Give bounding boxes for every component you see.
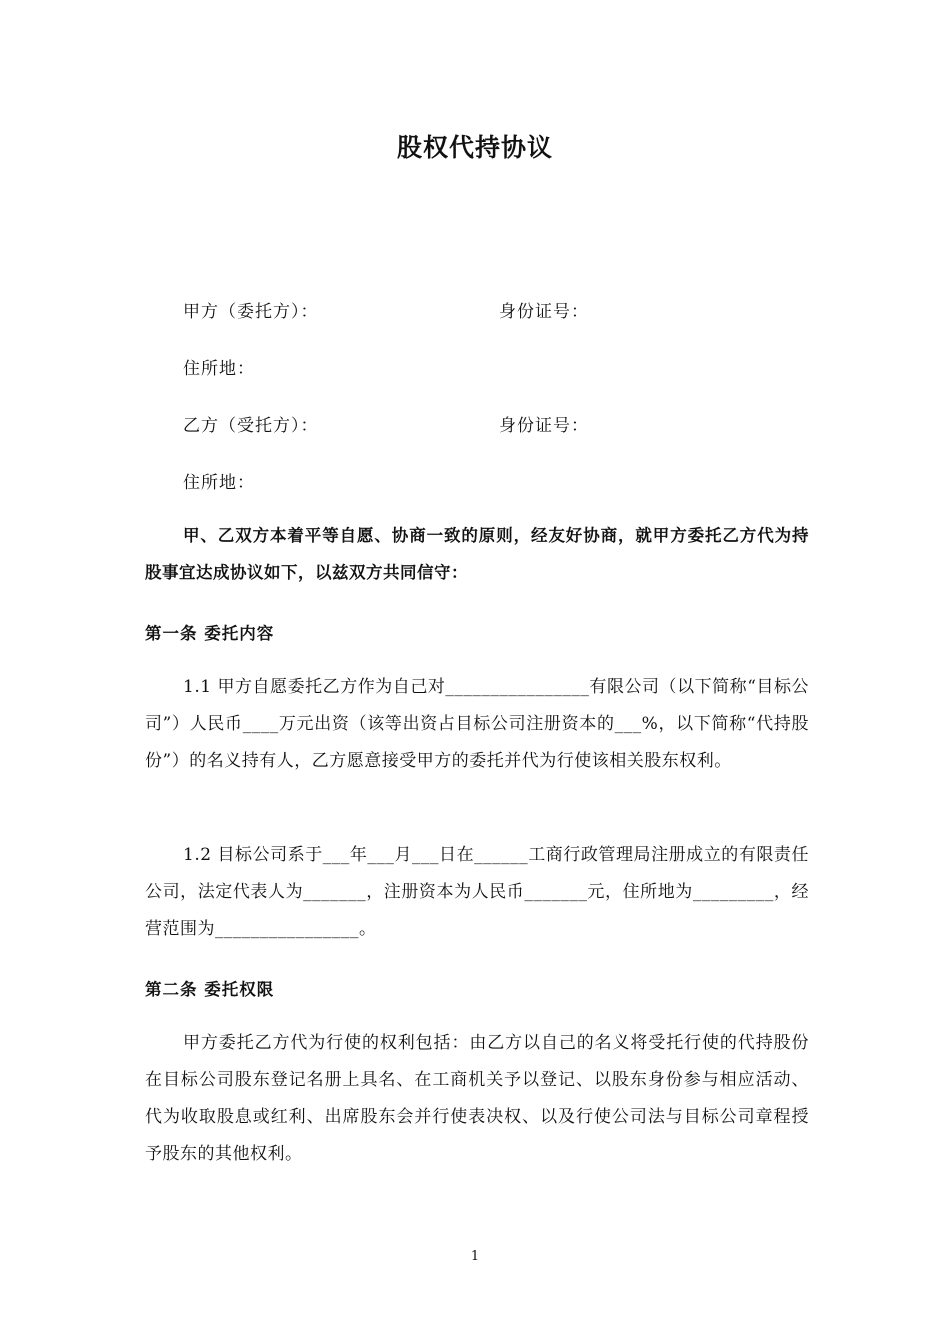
clause-1-1-part1: 1.1 甲方自愿委托乙方作为自己对 bbox=[183, 677, 446, 697]
article-2-heading: 第二条 委托权限 bbox=[145, 980, 275, 999]
clause-1-1-part3: 万元出资（该等出资占目标公司注册资本的 bbox=[278, 714, 615, 734]
page-number: 1 bbox=[470, 1249, 480, 1264]
company-name-blank: ________________ bbox=[445, 677, 590, 697]
article-2-text: 甲方委托乙方代为行使的权利包括：由乙方以自己的名义将受托行使的代持股份在目标公司股东登记名册上具名、在工商机关予以登记、以股东身份参与相应活动、代为收取股息或红利、出席股东会并行使表决权、以及行使公司法与目标公司章程授予股东的其他权利。 bbox=[145, 1033, 809, 1164]
party-a-row bbox=[183, 297, 589, 322]
party-a-address-label: 住所地： bbox=[183, 359, 255, 379]
preamble: 甲、乙双方本着平等自愿、协商一致的原则，经友好协商，就甲方委托乙方代为持股事宜达成协议如下，以兹双方共同信守： bbox=[145, 526, 809, 582]
clause-1-2: 1.2 目标公司系于___年___月___日在______工商行政管理局注册成立的有限责任公司，法定代表人为_______，注册资本为人民币_______元，住所地为_________，经营范围为________________。 bbox=[145, 845, 809, 939]
clause-1-1-part4: %，以下简称“代持股份”）的名义持有人，乙方愿意接受甲方的委托并代为行使该相关股东权利。 bbox=[145, 714, 809, 771]
clause-1-1-part2: 有限公司（以下简称“目标公司”）人民币 bbox=[145, 677, 809, 734]
percentage-blank: ___ bbox=[614, 714, 642, 734]
document-title: 股权代持协议 bbox=[396, 133, 553, 162]
party-b-label: 乙方（受托方）： bbox=[183, 416, 319, 436]
clause-1-1 bbox=[145, 669, 809, 780]
article-1-heading: 第一条 委托内容 bbox=[145, 624, 275, 643]
party-a-id-label: 身份证号： bbox=[499, 302, 589, 322]
party-b-row bbox=[183, 411, 589, 436]
party-a-label: 甲方（委托方）： bbox=[183, 302, 319, 322]
capital-amount-blank: ____ bbox=[242, 714, 279, 734]
party-b-address-label: 住所地： bbox=[183, 473, 255, 493]
party-b-id-label: 身份证号： bbox=[499, 416, 589, 436]
